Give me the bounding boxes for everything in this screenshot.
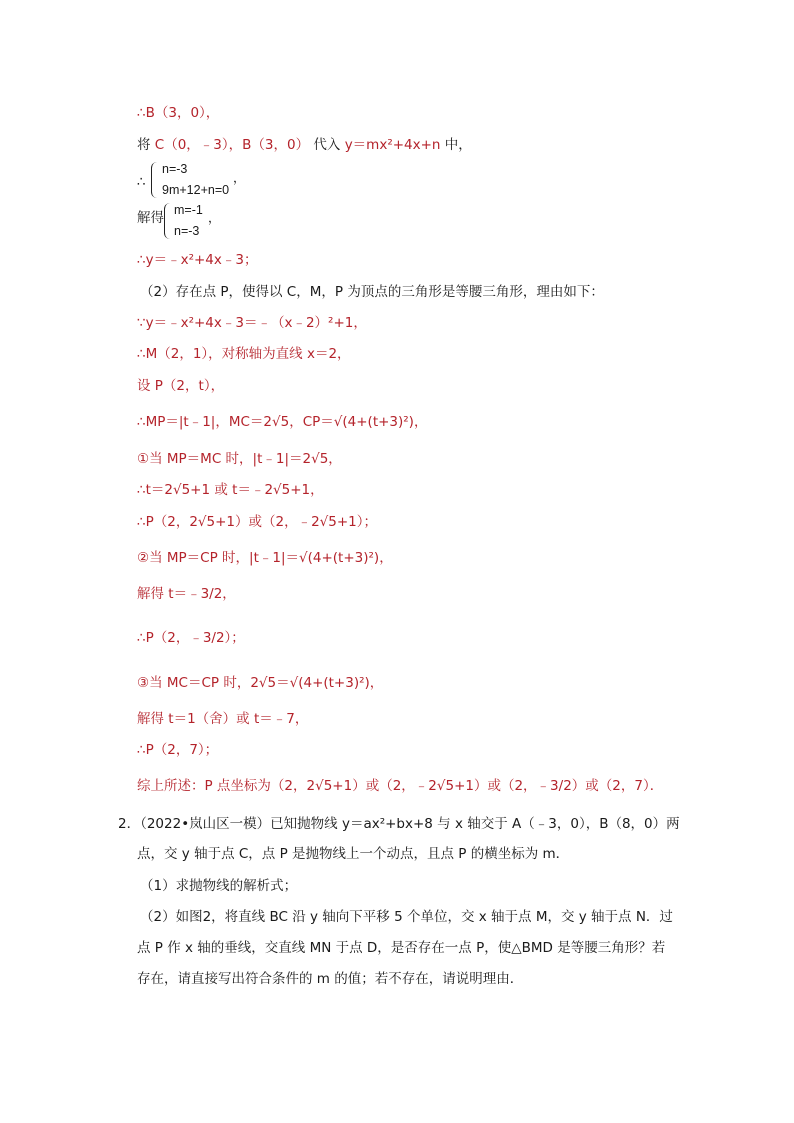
question-2-part2a: （2）如图2，将直线 BC 沿 y 轴向下平移 5 个单位，交 x 轴于点 M，交 y 轴于点 N．过 <box>140 909 673 925</box>
question-2-part2b: 点 P 作 x 轴的垂线，交直线 MN 于点 D，是否存在一点 P，使△BMD 是等腰三角形？若 <box>137 940 666 956</box>
line-case3-t: 解得 t＝1（舍）或 t＝﹣7， <box>137 711 309 727</box>
question-2-part2c: 存在，请直接写出符合条件的 m 的值；若不存在，请说明理由． <box>137 971 524 987</box>
line-substitute: 将 C（0，﹣3），B（3，0） 代入 y＝mx²+4x+n 中， <box>137 137 472 153</box>
line-set-p: 设 P（2，t）， <box>137 378 225 394</box>
system-equations-1: ∴ <box>137 174 146 190</box>
line-part2-intro: （2）存在点 P，使得以 C，M，P 为顶点的三角形是等腰三角形，理由如下： <box>140 284 604 300</box>
line-parabola-result: ∴y＝﹣x²+4x﹣3； <box>137 252 258 268</box>
system2-eq2: n=-3 <box>174 224 200 238</box>
line-b-point: ∴B（3，0）， <box>137 105 220 121</box>
line-case1-p: ∴P（2，2√5+1）或（2，﹣2√5+1）； <box>137 514 378 530</box>
line-case2-t: 解得 t＝﹣3/2， <box>137 586 236 602</box>
brace-2 <box>164 203 173 239</box>
line-case1: ①当 MP＝MC 时，|t﹣1|＝2√5， <box>137 451 342 467</box>
system2-suffix: ， <box>208 211 221 225</box>
system2-eq1: m=-1 <box>174 203 203 217</box>
line-distances: ∴MP＝|t﹣1|，MC＝2√5，CP＝√(4+(t+3)²)， <box>137 414 428 430</box>
line-case3-p: ∴P（2，7）； <box>137 742 219 758</box>
question-2-part1: （1）求抛物线的解析式； <box>140 878 298 894</box>
line-case1-t: ∴t＝2√5+1 或 t＝﹣2√5+1， <box>137 482 324 498</box>
line-case2-p: ∴P（2，﹣3/2）； <box>137 630 245 646</box>
line-vertex-m: ∴M（2，1），对称轴为直线 x＝2， <box>137 346 351 362</box>
system1-eq1: n=-3 <box>162 162 188 176</box>
brace-1 <box>151 162 160 198</box>
line-vertex-form: ∵y＝﹣x²+4x﹣3＝﹣（x﹣2）²+1， <box>137 315 367 331</box>
question-2-line2: 点，交 y 轴于点 C，点 P 是抛物线上一个动点，且点 P 的横坐标为 m． <box>137 846 570 862</box>
system1-suffix: ， <box>233 171 246 185</box>
line-case3: ③当 MC＝CP 时，2√5＝√(4+(t+3)²)， <box>137 675 384 691</box>
line-summary: 综上所述：P 点坐标为（2，2√5+1）或（2，﹣2√5+1）或（2，﹣3/2）或（2，7）． <box>137 778 664 794</box>
system-solution-label: 解得 <box>137 210 164 226</box>
system1-eq2: 9m+12+n=0 <box>162 183 230 197</box>
line-case2: ②当 MP＝CP 时，|t﹣1|＝√(4+(t+3)²)， <box>137 550 393 566</box>
question-2-line1: 2．（2022•岚山区一模）已知抛物线 y＝ax²+bx+8 与 x 轴交于 A（﹣3，0），B（8，0）两 <box>118 816 680 832</box>
